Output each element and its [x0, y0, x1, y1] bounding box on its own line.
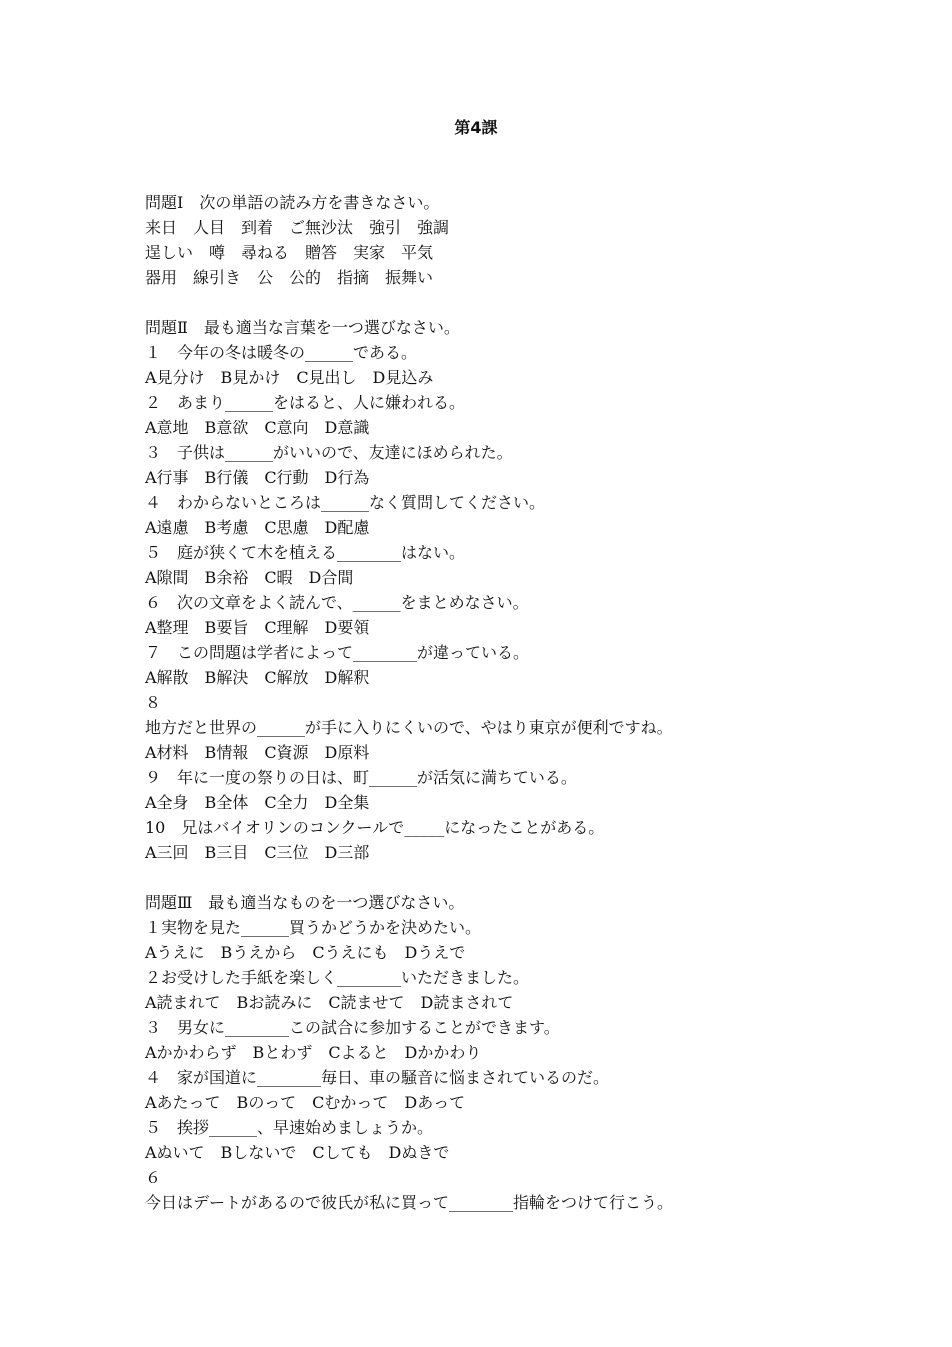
question-line: 地方だと世界の______が手に入りにくいので、やはり東京が便利ですね。 — [145, 718, 673, 737]
choices-line: A遠慮 B考慮 C思慮 D配慮 — [145, 518, 370, 537]
choices-line: A意地 B意欲 C意向 D意識 — [145, 418, 370, 437]
question-line: １ 今年の冬は暖冬の______である。 — [145, 343, 418, 362]
question-line: ３ 子供は______がいいので、友達にほめられた。 — [145, 443, 513, 462]
choices-line: Aうえに Bうえから Cうえにも Dうえで — [145, 943, 466, 962]
vocab-line: 来日 人目 到着 ご無沙汰 強引 強調 — [145, 218, 450, 237]
vocab-line: 逞しい 噂 尋ねる 贈答 実家 平気 — [145, 243, 434, 262]
choices-line: A解散 B解決 C解放 D解釈 — [145, 668, 370, 687]
choices-line: A読まれて Bお読みに C読ませて D読まされて — [145, 993, 514, 1012]
choices-line: Aぬいて Bしないで Cしても Dぬきで — [145, 1143, 450, 1162]
choices-line: Aかかわらず Bとわず Cよると Dかかわり — [145, 1043, 482, 1062]
question-number: ８ — [145, 693, 162, 712]
page-title: 第4課 — [454, 118, 498, 137]
question-line: ５ 挨拶______、早速始めましょうか。 — [145, 1118, 434, 1137]
question-line: ７ この問題は学者によって________が違っている。 — [145, 643, 530, 662]
choices-line: A行事 B行儀 C行動 D行為 — [145, 468, 370, 487]
section1-heading: 問題Ⅰ 次の単語の読み方を書きなさい。 — [145, 193, 440, 212]
choices-line: A全身 B全体 C全力 D全集 — [145, 793, 370, 812]
choices-line: A三回 B三目 C三位 D三部 — [145, 843, 370, 862]
question-line: 10 兄はバイオリンのコンクールで_____になったことがある。 — [145, 818, 605, 837]
question-line: ５ 庭が狭くて木を植える________はない。 — [145, 543, 466, 562]
question-line: ６ 次の文章をよく読んで、______をまとめなさい。 — [145, 593, 529, 612]
question-number: ６ — [145, 1168, 162, 1187]
question-line: ９ 年に一度の祭りの日は、町______が活気に満ちている。 — [145, 768, 577, 787]
section2-heading: 問題Ⅱ 最も適当な言葉を一つ選びなさい。 — [145, 318, 460, 337]
question-line: 今日はデートがあるので彼氏が私に買って________指輪をつけて行こう。 — [145, 1193, 674, 1212]
choices-line: A材料 B情報 C資源 D原料 — [145, 743, 370, 762]
section3-heading: 問題Ⅲ 最も適当なものを一つ選びなさい。 — [145, 893, 465, 912]
question-line: １実物を見た______買うかどうかを決めたい。 — [145, 918, 482, 937]
question-line: ２ あまり______をはると、人に嫌われる。 — [145, 393, 466, 412]
spacer — [145, 290, 915, 315]
choices-line: A整理 B要旨 C理解 D要領 — [145, 618, 370, 637]
choices-line: A見分け B見かけ C見出し D見込み — [145, 368, 434, 387]
document-body — [145, 190, 915, 1215]
vocab-line: 器用 線引き 公 公的 指摘 振舞い — [145, 268, 434, 287]
question-line: ４ 家が国道に________毎日、車の騒音に悩まされているのだ。 — [145, 1068, 610, 1087]
spacer — [145, 865, 915, 890]
choices-line: Aあたって Bのって Cむかって Dあって — [145, 1093, 466, 1112]
question-line: ３ 男女に________この試合に参加することができます。 — [145, 1018, 560, 1037]
question-line: ４ わからないところは______なく質問してください。 — [145, 493, 546, 512]
question-line: ２お受けした手紙を楽しく________いただきました。 — [145, 968, 530, 987]
choices-line: A隙間 B余裕 C暇 D合間 — [145, 568, 354, 587]
